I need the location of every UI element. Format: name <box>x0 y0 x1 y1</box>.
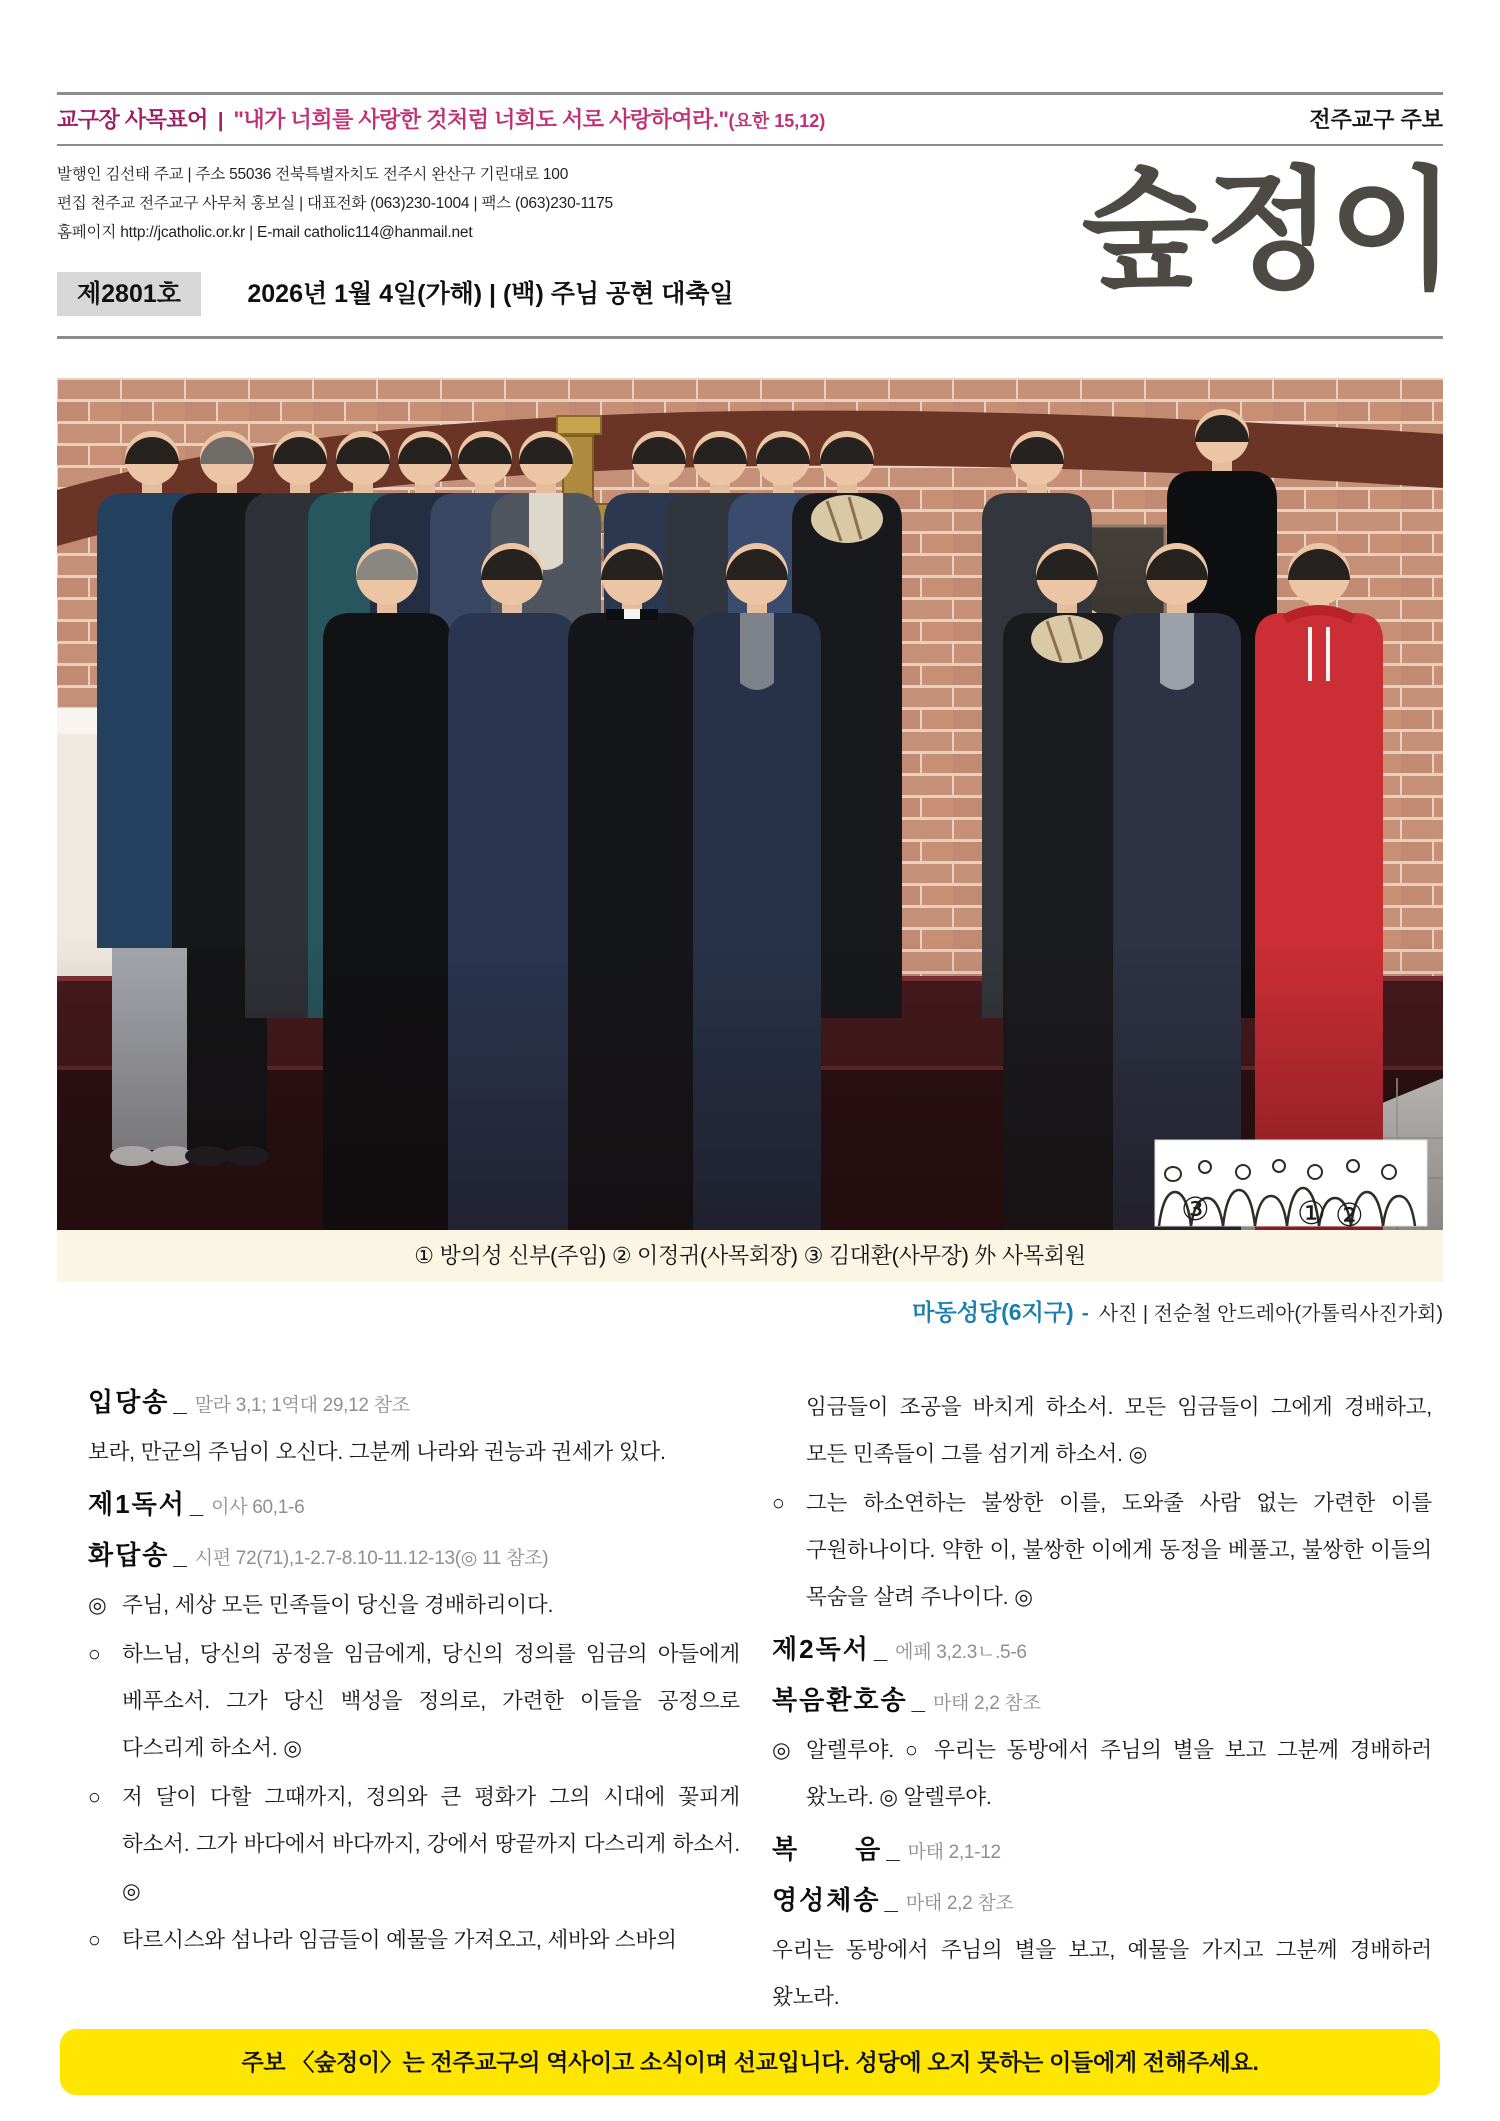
responsorial-psalm-heading <box>88 1537 740 1578</box>
footer-banner-text: 주보 〈숲정이〉는 전주교구의 역사이고 소식이며 선교입니다. 성당에 오지 못하는 이들에게 전해주세요. <box>241 2049 1259 2075</box>
verse-marker: ○ <box>772 1491 785 1515</box>
photo-credit: 사진 | 전순철 안드레아(가톨릭사진가회) <box>1098 1303 1443 1325</box>
psalm-verse <box>88 1774 740 1915</box>
diagram-number-1: ① <box>1297 1195 1326 1230</box>
psalm-text: 저 달이 다할 그때까지, 정의와 큰 평화가 그의 시대에 꽃피게 하소서. 그가 바다에서 바다까지, 강에서 땅끝까지 다스리게 하소서. ◎ <box>122 1785 740 1903</box>
motto-divider: | <box>217 110 224 132</box>
motto-reference: (요한 15,12) <box>728 111 826 131</box>
gospel-heading <box>772 1831 1432 1872</box>
heading-label: 입당송 <box>88 1387 170 1417</box>
heading-underscore: _ <box>173 1390 187 1417</box>
diagram-number-3: ③ <box>1181 1191 1210 1227</box>
heading-label: 제2독서 <box>772 1634 870 1664</box>
verse-marker: ○ <box>88 1642 101 1666</box>
psalm-verse-continuation: 임금들이 조공을 바치게 하소서. 모든 임금들이 그에게 경배하고, 모든 민족들이 그를 섬기게 하소서. ◎ <box>806 1395 1432 1466</box>
editor-line: 편집 천주교 전주교구 사무처 홍보실 | 대표전화 (063)230-1004 | 팩스 (063)230-1175 <box>57 195 613 212</box>
heading-label: 제1독서 <box>88 1489 186 1519</box>
entrance-antiphon-heading <box>88 1384 740 1425</box>
heading-underscore: _ <box>886 1837 900 1864</box>
motto-label: 교구장 사목표어 <box>57 107 208 132</box>
diagram-number-2: ② <box>1335 1197 1364 1230</box>
psalm-text: 주님, 세상 모든 민족들이 당신을 경배하리이다. <box>122 1593 554 1617</box>
heading-underscore: _ <box>173 1543 187 1570</box>
heading-ref: 마태 2,1-12 <box>907 1842 1001 1863</box>
heading-label: 복음환호송 <box>772 1685 908 1715</box>
gospel-acclamation-text <box>772 1727 1432 1821</box>
liturgy-left-column <box>88 1384 740 1966</box>
liturgy-right-column <box>772 1384 1432 2023</box>
heading-ref: 말라 3,1; 1역대 29,12 참조 <box>194 1395 410 1416</box>
motto-quote: "내가 너희를 사랑한 것처럼 너희도 서로 사랑하여라." <box>233 107 729 132</box>
verse-marker: ○ <box>88 1928 101 1952</box>
psalm-verse <box>88 1631 740 1772</box>
publisher-line: 발행인 김선태 주교 | 주소 55036 전북특별자치도 전주시 완산구 기린대로 100 <box>57 166 569 183</box>
first-reading-heading <box>88 1486 740 1527</box>
heading-underscore: _ <box>884 1888 898 1915</box>
psalm-verse <box>88 1917 740 1964</box>
verse-marker: ○ <box>88 1785 101 1809</box>
footer-banner <box>60 2029 1440 2095</box>
psalm-text: 그는 하소연하는 불쌍한 이를, 도와줄 사람 없는 가련한 이를 구원하나이다. 약한 이, 불쌍한 이에게 동정을 베풀고, 불쌍한 이들의 목숨을 살려 주나이다. ◎ <box>806 1491 1432 1609</box>
heading-ref: 마태 2,2 참조 <box>905 1893 1014 1914</box>
communion-antiphon-text: 우리는 동방에서 주님의 별을 보고, 예물을 가지고 그분께 경배하러 왔노라. <box>772 1938 1432 2009</box>
psalm-text: 타르시스와 섬나라 임금들이 예물을 가져오고, 세바와 스바의 <box>122 1928 677 1952</box>
bulletin-logo: 숲정이 <box>1081 157 1452 304</box>
heading-ref: 마태 2,2 참조 <box>932 1693 1041 1714</box>
issue-row <box>57 272 734 316</box>
heading-ref: 이사 60,1-6 <box>211 1497 305 1518</box>
photo-credit-row <box>57 1294 1443 1330</box>
entrance-antiphon-text: 보라, 만군의 주님이 오신다. 그분께 나라와 권능과 권세가 있다. <box>88 1440 666 1464</box>
issue-rule <box>57 336 1443 339</box>
homepage-line: 홈페이지 http://jcatholic.or.kr | E-mail catholic114@hanmail.net <box>57 224 473 241</box>
heading-underscore: _ <box>911 1688 925 1715</box>
group-photo-scene <box>57 378 1443 1230</box>
top-rule <box>57 92 1443 95</box>
heading-label: 복 음 <box>772 1834 883 1864</box>
psalm-verse <box>772 1480 1432 1621</box>
acclamation-text: 알렐루야. ○ 우리는 동방에서 주님의 별을 보고 그분께 경배하러 왔노라. ◎ 알렐루야. <box>806 1738 1432 1809</box>
response-marker: ◎ <box>772 1738 791 1762</box>
heading-underscore: _ <box>189 1492 204 1519</box>
motto-row <box>57 101 1443 139</box>
psalm-refrain <box>88 1582 740 1629</box>
communion-antiphon-heading <box>772 1882 1432 1923</box>
heading-label: 영성체송 <box>772 1885 881 1915</box>
credit-dash: - <box>1081 1302 1089 1325</box>
psalm-text: 하느님, 당신의 공정을 임금에게, 당신의 정의를 임금의 아들에게 베푸소서. 그가 당신 백성을 정의로, 가련한 이들을 공정으로 다스리게 하소서. ◎ <box>122 1642 740 1760</box>
heading-label: 화답송 <box>88 1540 170 1570</box>
group-photo <box>57 378 1443 1230</box>
photo-caption: ① 방의성 신부(주임) ② 이정귀(사목회장) ③ 김대환(사무장) 外 사목회원 <box>57 1230 1443 1282</box>
response-marker: ◎ <box>88 1593 107 1617</box>
issue-date: 2026년 1월 4일(가해) | (백) 주님 공현 대축일 <box>247 280 734 308</box>
gospel-acclamation-heading <box>772 1682 1432 1723</box>
heading-ref: 시편 72(71),1-2.7-8.10-11.12-13(◎ 11 참조) <box>194 1548 549 1569</box>
parish-name: 마동성당(6지구) <box>912 1299 1074 1325</box>
position-diagram <box>1155 1140 1427 1230</box>
edition-label: 전주교구 주보 <box>1309 107 1443 132</box>
issue-number: 제2801호 <box>57 272 201 316</box>
second-reading-heading <box>772 1631 1432 1672</box>
heading-underscore: _ <box>873 1637 888 1664</box>
masthead-info <box>57 160 613 247</box>
heading-ref: 에페 3,2.3ㄴ.5-6 <box>895 1642 1027 1663</box>
